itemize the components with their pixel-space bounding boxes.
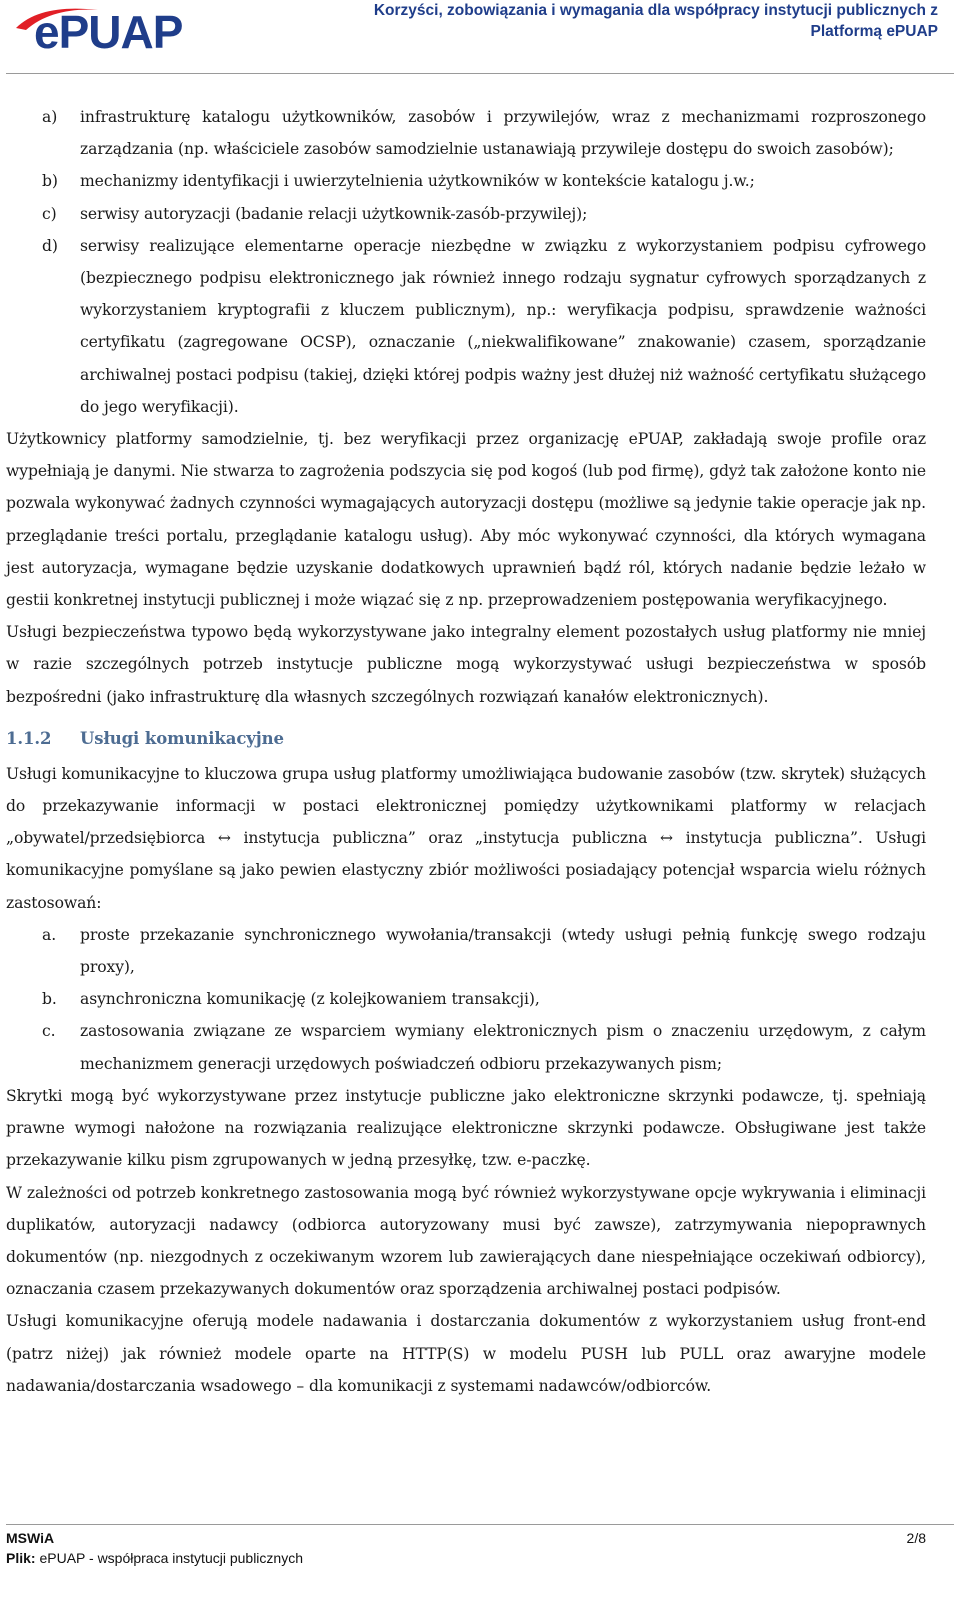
document-title-line2: Platformą ePUAP [810, 23, 938, 40]
list-marker: c. [42, 1022, 56, 1041]
paragraph-security-services: Usługi bezpieczeństwa typowo będą wykorzystywane jako integralny element pozostałych usług platformy nie mniej w razie szczególnych potrzeb instytucje publiczne mogą wykorzystywać usługi bezpieczeństwa w sposób bezpośredni (jako infrastrukturę dla własnych szczególnych rozwiązań kanałów elektronicznych). [6, 623, 926, 706]
list-item [6, 1015, 926, 1079]
list-item-text: serwisy realizujące elementarne operacje niezbędne w związku z wykorzystaniem podpisu cyfrowego (bezpiecznego podpisu elektronicznego jak również innego rodzaju sygnatur cyfrowych sporządzanych z wykorzystaniem kryptografii z kluczem publicznym), np.: weryfikacja podpisu, sprawdzenie ważności certyfikatu (zagregowane OCSP), oznaczanie („niekwalifikowane” znakowanie) czasem, sporządzanie archiwalnej postaci podpisu (takiej, dzięki której podpis ważny jest dłużej niż ważność certyfikatu służącego do jego weryfikacji). [80, 236, 926, 416]
footer-divider [6, 1524, 954, 1525]
paragraph-delivery-models: Usługi komunikacyjne oferują modele nadawania i dostarczania dokumentów z wykorzystaniem usług front-end (patrz niżej) jak również modele oparte na HTTP(S) w modelu PUSH lub PULL oraz awaryjne modele nadawania/dostarczania wsadowego – dla komunikacji z systemami nadawców/odbiorców. [6, 1312, 926, 1395]
list-item [6, 983, 926, 1015]
section-number: 1.1.2 [6, 728, 52, 748]
list-item-text: serwisy autoryzacji (badanie relacji użytkownik-zasób-przywilej); [80, 204, 588, 223]
page-footer [0, 1520, 960, 1607]
list-item [6, 919, 926, 983]
list-marker: a. [42, 925, 57, 944]
footer-file-label: Plik: [6, 1550, 36, 1566]
list-marker: d) [42, 236, 58, 255]
document-title [298, 0, 938, 42]
list-item [6, 101, 926, 165]
section-title: Usługi komunikacyjne [80, 728, 284, 748]
footer-file-name: ePUAP - współpraca instytucji publicznych [39, 1550, 303, 1566]
header-divider [6, 73, 954, 74]
list-item-text: mechanizmy identyfikacji i uwierzytelnienia użytkowników w kontekście katalogu j.w.; [80, 172, 755, 191]
list-item-text: proste przekazanie synchronicznego wywołania/transakcji (wtedy usługi pełnią funkcję swego rodzaju proxy), [80, 925, 926, 977]
epuap-logo [14, 4, 224, 52]
paragraph-options: W zależności od potrzeb konkretnego zastosowania mogą być również wykorzystywane opcje wykrywania i eliminacji duplikatów, autoryzacji nadawcy (odbiorca autoryzowany musi być zawsze), zatrzymywania niepoprawnych dokumentów (np. niezgodnych z oczekiwanym wzorem lub zawierających dane niespełniające oczekiwań odbiorcy), oznaczania czasem przekazywanych dokumentów oraz sporządzenia archiwalnej postaci podpisów. [6, 1183, 926, 1299]
page-number: 2/8 [906, 1530, 926, 1546]
list-item [6, 198, 926, 230]
list-marker: b. [42, 990, 57, 1009]
paragraph-user-profiles: Użytkownicy platformy samodzielnie, tj. bez weryfikacji przez organizację ePUAP, zakładają swoje profile oraz wypełniają je danymi. Nie stwarza to zagrożenia podszycia się pod kogoś (lub pod firmę), gdyż tak założone konto nie pozwala wykonywać żadnych czynności wymagających autoryzacji dostępu (możliwe są jedynie takie operacje jak np. przeglądanie treści portalu, przeglądanie katalogu usług). Aby móc wykonywać czynności, dla których wymagana jest autoryzacja, wymagane będzie uzyskanie dodatkowych uprawnień bądź ról, których nadanie będzie leżało w gestii konkretnej instytucji publicznej i może wiązać się z np. przeprowadzeniem postępowania weryfikacyjnego. [6, 430, 926, 610]
section-heading [6, 726, 926, 752]
list-item-text: zastosowania związane ze wsparciem wymiany elektronicznych pism o znaczeniu urzędowym, z całym mechanizmem generacji urzędowych poświadczeń odbioru przekazywanych pism; [80, 1022, 926, 1073]
paragraph-inboxes: Skrytki mogą być wykorzystywane przez instytucje publiczne jako elektroniczne skrzynki podawcze, tj. spełniają prawne wymogi nałożone na rozwiązania realizujące elektroniczne skrzynki podawcze. Obsługiwane jest także przekazywanie kilku pism zgrupowanych w jedną przesyłkę, tzw. e-paczkę. [6, 1086, 926, 1170]
list-item-text: infrastrukturę katalogu użytkowników, zasobów i przywilejów, wraz z mechanizmami rozproszonego zarządzania (np. właściciele zasobów samodzielnie ustanawiają przywileje dostępu do swoich zasobów); [80, 108, 926, 159]
document-body [6, 101, 926, 1402]
footer-organization: MSWiA [6, 1530, 55, 1546]
document-title-line1: Korzyści, zobowiązania i wymagania dla współpracy instytucji publicznych z [373, 2, 938, 19]
list-item-text: asynchroniczna komunikację (z kolejkowaniem transakcji), [80, 990, 540, 1009]
list-marker: c) [42, 204, 57, 223]
list-marker: b) [42, 172, 58, 191]
svg-text:ePUAP: ePUAP [34, 6, 183, 52]
paragraph-communication-services: Usługi komunikacyjne to kluczowa grupa usług platformy umożliwiająca budowanie zasobów (tzw. skrytek) służących do przekazywanie informacji w postaci elektronicznej pomiędzy użytkownikami platformy w relacjach „obywatel/przedsiębiorca ↔ instytucja publiczna” oraz „instytucja publiczna ↔ instytucja publiczna”. Usługi komunikacyjne pomyślane są jako pewien elastyczny zbiór możliwości posiadający potencjał wsparcia wielu różnych zastosowań: [6, 764, 926, 912]
list-marker: a) [42, 108, 58, 126]
footer-file [6, 1550, 303, 1566]
list-item [6, 165, 926, 197]
list-item [6, 230, 926, 423]
page-header [0, 0, 960, 76]
